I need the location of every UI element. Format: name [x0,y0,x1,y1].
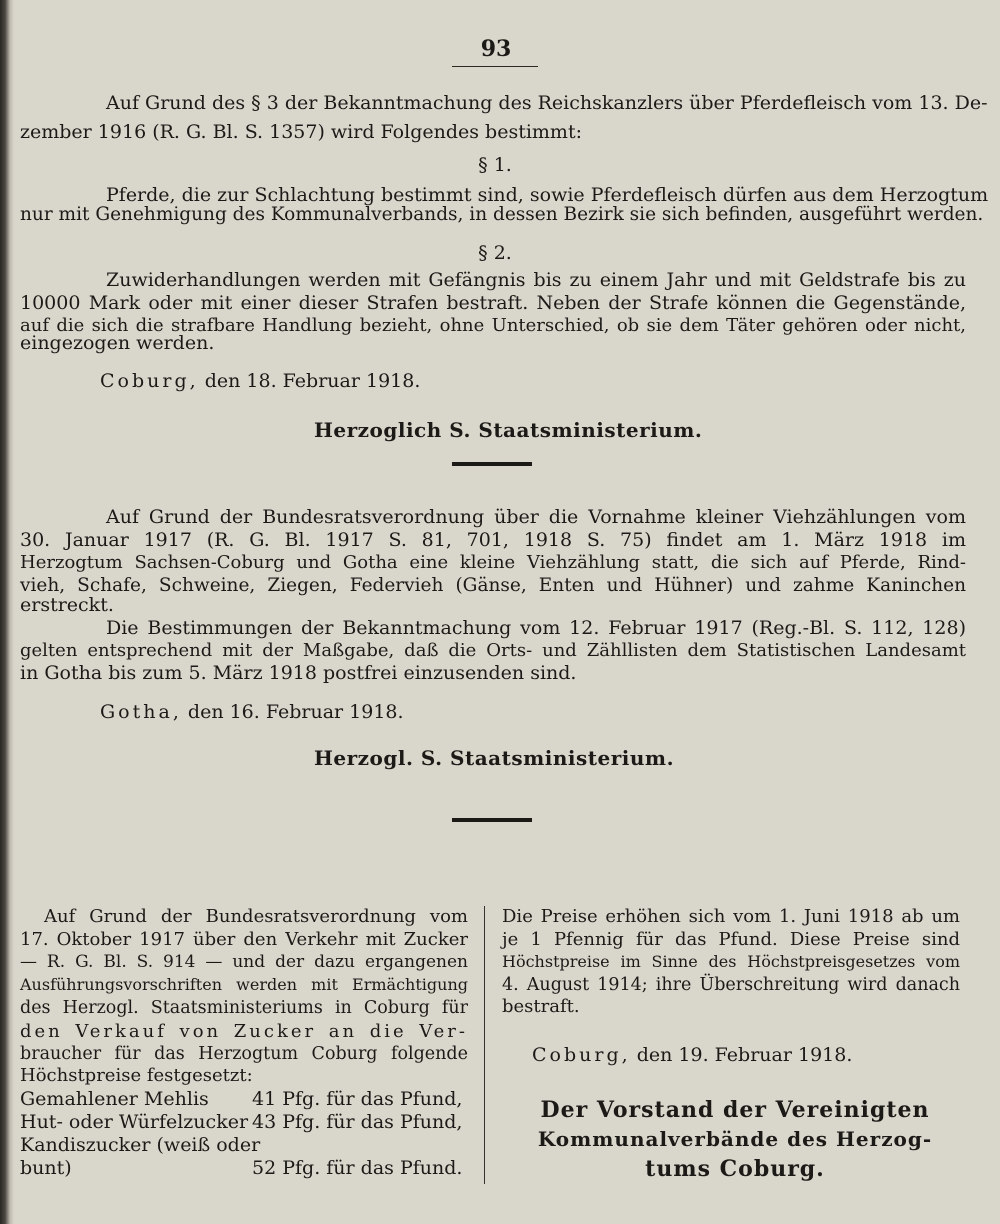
notice2-para1-line: erstreckt. [20,594,114,616]
notice1-place: Coburg, [100,370,199,392]
page-number-underline [452,66,538,67]
notice1-section2-heading: § 2. [478,242,512,264]
notice2-para1-line: 30. Januar 1917 (R. G. Bl. 1917 S. 81, 701, 1918 S. 75) findet am 1. März 1918 im [20,529,966,551]
notice1-section2-line: Zuwiderhandlungen werden mit Gefängnis bis zu einem Jahr und mit Geldstrafe bis zu [106,269,966,291]
price-item-value: 52 Pfg. für das Pfund. [252,1157,463,1179]
column-separator [484,906,485,1184]
notice1-section2-line: 10000 Mark oder mit einer dieser Strafen bestraft. Neben der Strafe können die Gegenstände, [20,292,966,314]
notice3-right-line: je 1 Pfennig für das Pfund. Diese Preise sind [502,929,960,950]
notice3-date: den 19. Februar 1918. [636,1044,853,1066]
notice2-para1-line: Auf Grund der Bundesratsverordnung über die Vornahme kleiner Viehzählungen vom [106,506,966,528]
notice1-date: den 18. Februar 1918. [204,370,421,392]
page-number: 93 [480,36,512,62]
section-divider [452,818,532,822]
notice3-right-line: 4. August 1914; ihre Überschreitung wird danach [502,975,960,995]
notice3-left-line: Höchstpreise festgesetzt: [20,1065,253,1086]
notice2-place: Gotha, [100,701,182,723]
notice1-signature: Herzoglich S. Staatsministerium. [314,418,703,442]
notice1-dateline [100,372,420,391]
notice2-para1-line: vieh, Schafe, Schweine, Ziegen, Federvieh (Gänse, Enten und Hühner) und zahme Kaninchen [20,575,966,596]
notice2-date: den 16. Februar 1918. [187,701,404,723]
notice1-section1-line: Pferde, die zur Schlachtung bestimmt sind, sowie Pferdefleisch dürfen aus dem Herzogtum [106,184,989,206]
price-item-value: 41 Pfg. für das Pfund, [252,1088,463,1110]
notice1-intro-line: Auf Grund des § 3 der Bekanntmachung des Reichskanzlers über Pferdefleisch vom 13. De- [106,92,988,114]
notice3-left-line: Auf Grund der Bundesratsverordnung vom [44,906,468,927]
notice3-left-line: braucher für das Herzogtum Coburg folgende [20,1044,468,1064]
notice1-intro-line: zember 1916 (R. G. Bl. S. 1357) wird Folgendes bestimmt: [20,121,582,143]
notice3-left-line: den Verkauf von Zucker an die Ver- [20,1021,468,1042]
notice3-right-line: bestraft. [502,996,580,1017]
notice3-signature-line: tums Coburg. [645,1156,825,1182]
price-item-value: 43 Pfg. für das Pfund, [252,1111,463,1133]
price-item-name: Hut- oder Würfelzucker [20,1111,249,1133]
notice2-para2-line: in Gotha bis zum 5. März 1918 postfrei einzusenden sind. [20,662,577,684]
notice1-section2-line: auf die sich die strafbare Handlung bezieht, ohne Unterschied, ob sie dem Täter gehören oder nicht, [20,315,966,336]
notice1-section1-line: nur mit Genehmigung des Kommunalverbands, in dessen Bezirk sie sich befinden, ausgeführt werden. [20,204,984,225]
notice2-para1-line: Herzogtum Sachsen-Coburg und Gotha eine kleine Viehzählung statt, die sich auf Pferde, Rind- [20,552,966,573]
section-divider [452,462,532,466]
price-item-name: Gemahlener Mehlis [20,1088,209,1110]
notice1-section1-heading: § 1. [478,154,512,176]
notice3-place: Coburg, [532,1044,631,1066]
notice1-section2-line: eingezogen werden. [20,332,215,354]
notice2-para2-line: gelten entsprechend mit der Maßgabe, daß die Orts- und Zähllisten dem Statistischen Landesamt [20,640,966,661]
price-item-name: bunt) [20,1157,72,1179]
notice2-para2-line: Die Bestimmungen der Bekanntmachung vom 12. Februar 1917 (Reg.-Bl. S. 112, 128) [106,617,966,639]
notice3-signature-line: Kommunalverbände des Herzog- [537,1127,933,1151]
notice3-left-line: 17. Oktober 1917 über den Verkehr mit Zucker [20,929,468,950]
price-item-name: Kandiszucker (weiß oder [20,1134,261,1156]
notice3-left-line: Ausführungsvorschriften werden mit Ermächtigung [20,975,468,994]
notice3-signature-line: Der Vorstand der Vereinigten [540,1097,930,1123]
notice3-right-line: Höchstpreise im Sinne des Höchstpreisgesetzes vom [502,952,960,971]
notice3-left-line: — R. G. Bl. S. 914 — und der dazu ergangenen [20,952,468,972]
notice2-signature: Herzogl. S. Staatsministerium. [314,746,675,770]
binding-gutter [0,0,14,1224]
notice3-left-line: des Herzogl. Staatsministeriums in Coburg für [20,998,468,1018]
notice2-dateline [100,703,404,722]
notice3-right-line: Die Preise erhöhen sich vom 1. Juni 1918 ab um [502,906,960,927]
notice3-dateline [532,1046,852,1065]
